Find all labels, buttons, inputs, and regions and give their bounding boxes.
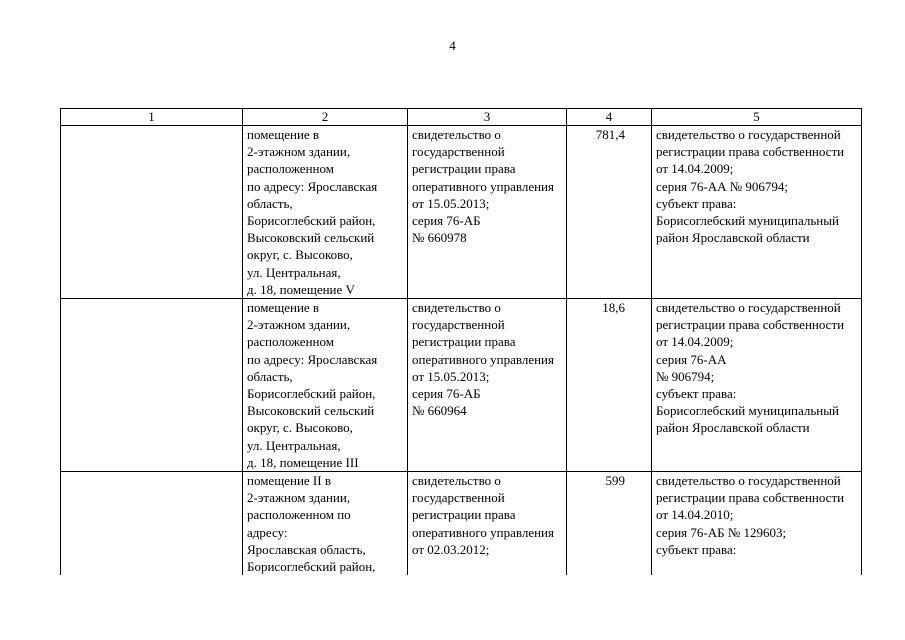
cell-area: 18,6 [567,299,652,472]
property-table [60,108,862,575]
column-header: 5 [652,109,862,126]
table-row [61,299,862,472]
column-header: 1 [61,109,243,126]
column-header: 3 [408,109,567,126]
table-row [61,472,862,576]
cell-object: помещение в 2-этажном здании, расположенном по адресу: Ярославская область, Борисоглебский район, Высоковский сельский округ, с. Высоково, ул. Центральная, д. 18, помещение V [243,126,408,299]
cell-object: помещение в 2-этажном здании, расположенном по адресу: Ярославская область, Борисоглебский район, Высоковский сельский округ, с. Высоково, ул. Центральная, д. 18, помещение III [243,299,408,472]
cell-col1 [61,126,243,299]
cell-area: 781,4 [567,126,652,299]
cell-area: 599 [567,472,652,576]
cell-col1 [61,472,243,576]
cell-certificate: свидетельство о государственной регистрации права оперативного управления от 02.03.2012; [408,472,567,576]
page-number: 4 [449,38,456,53]
cell-certificate: свидетельство о государственной регистрации права оперативного управления от 15.05.2013; серия 76-АБ № 660964 [408,299,567,472]
cell-ownership: свидетельство о государственной регистрации права собственности от 14.04.2010; серия 76-АБ № 129603; субъект права: [652,472,862,576]
table-row [61,126,862,299]
cell-ownership: свидетельство о государственной регистрации права собственности от 14.04.2009; серия 76-АА № 906794; субъект права: Борисоглебский муниципальный район Ярославской области [652,126,862,299]
cell-object: помещение II в 2-этажном здании, расположенном по адресу: Ярославская область, Борисоглебский район, [243,472,408,576]
cell-certificate: свидетельство о государственной регистрации права оперативного управления от 15.05.2013; серия 76-АБ № 660978 [408,126,567,299]
column-header: 4 [567,109,652,126]
table-header-row [61,109,862,126]
cell-ownership: свидетельство о государственной регистрации права собственности от 14.04.2009; серия 76-АА № 906794; субъект права: Борисоглебский муниципальный район Ярославской области [652,299,862,472]
cell-col1 [61,299,243,472]
column-header: 2 [243,109,408,126]
